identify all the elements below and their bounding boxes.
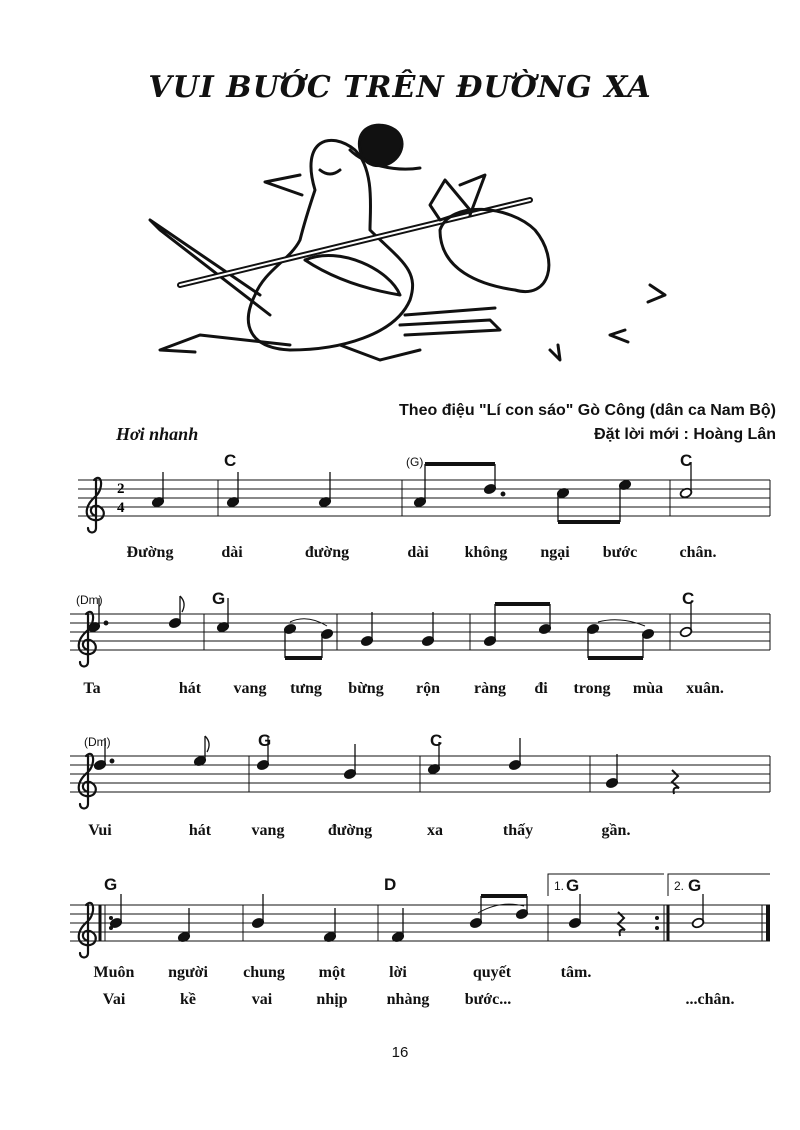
lyric-word: ngại (540, 544, 570, 561)
lyric-word: xa (427, 822, 443, 839)
chord-g: G (104, 875, 118, 894)
chord-g: G (258, 731, 272, 750)
lyric-word: đường (304, 544, 350, 561)
lyric-word: chung (243, 964, 285, 981)
chord-d: D (384, 875, 397, 894)
lyric-word: ...chân. (685, 991, 735, 1008)
lyric-word: nhàng (386, 991, 430, 1008)
melody-credit: Theo điệu "Lí con sáo" Gò Công (dân ca Nam Bộ) (399, 402, 776, 419)
lyric-word: hát (178, 680, 202, 697)
chord-c: C (430, 731, 443, 750)
chord-g: G (688, 876, 702, 895)
staff-4 (70, 905, 770, 941)
lyric-word: thấy (502, 822, 534, 839)
time-signature-bottom: 4 (117, 500, 125, 516)
lyric-word: đi (534, 680, 548, 697)
lyric-word: đường (327, 822, 373, 839)
chord-c: C (682, 589, 695, 608)
staff-3 (70, 756, 770, 792)
tempo-marking: Hơi nhanh (116, 424, 199, 444)
chord-g: G (566, 876, 580, 895)
lyric-word: xuân. (686, 680, 724, 697)
volta-1-label: 1. (554, 879, 565, 893)
lyric-word: Vai (102, 991, 126, 1008)
song-title: VUI BƯỚC TRÊN ĐƯỜNG XA (148, 70, 652, 105)
lyric-word: không (464, 544, 508, 561)
lyric-word: kề (180, 991, 196, 1008)
lyric-word: quyết (472, 964, 512, 981)
lyric-word: rộn (416, 680, 440, 697)
volta-2-label: 2. (674, 879, 685, 893)
lyric-word: một (318, 964, 346, 981)
lyric-word: mùa (632, 680, 664, 697)
lyric-word: tưng (290, 680, 322, 697)
lyric-word: người (168, 964, 208, 981)
chord-g: G (212, 589, 226, 608)
lyric-word: ràng (474, 680, 506, 697)
notes-staff-2 (87, 596, 692, 658)
page-number: 16 (391, 1044, 409, 1061)
lyric-word: Muôn (93, 964, 135, 981)
lyric-word: gần. (601, 822, 631, 839)
treble-clef-icon (87, 478, 104, 533)
treble-clef-icon (79, 754, 96, 809)
notes-staff-4 (109, 894, 704, 943)
lyric-word: vai (251, 991, 273, 1008)
lyric-word: vang (251, 822, 285, 839)
chord-c: C (680, 451, 693, 470)
treble-clef-icon (79, 903, 96, 958)
lyric-word: vang (233, 680, 267, 697)
time-signature-top: 2 (117, 481, 125, 497)
lyric-word: Vui (88, 822, 112, 839)
lyric-word: bước... (464, 991, 512, 1008)
lyric-word: nhịp (316, 991, 348, 1008)
lyric-word: bừng (348, 680, 384, 697)
lyric-word: dài (221, 544, 243, 561)
lyric-word: hát (188, 822, 212, 839)
lyric-word: dài (407, 544, 429, 561)
notes-staff-1 (151, 462, 692, 522)
lyric-word: bước (602, 544, 638, 561)
lyric-word: lời (389, 964, 407, 981)
lyric-word: trong (573, 680, 611, 697)
chord-dm-optional: (Dm) (76, 593, 103, 607)
chord-c: C (224, 451, 237, 470)
treble-clef-icon (79, 612, 96, 667)
chord-g-optional: (G) (406, 455, 424, 469)
lyric-word: Đường (126, 544, 174, 561)
lyric-word: Ta (83, 680, 101, 697)
lyrics-credit: Đặt lời mới : Hoàng Lân (594, 426, 776, 443)
chord-dm-optional: (Dm) (84, 735, 111, 749)
lyric-word: chân. (679, 544, 717, 561)
lyric-word: tâm. (560, 964, 592, 981)
